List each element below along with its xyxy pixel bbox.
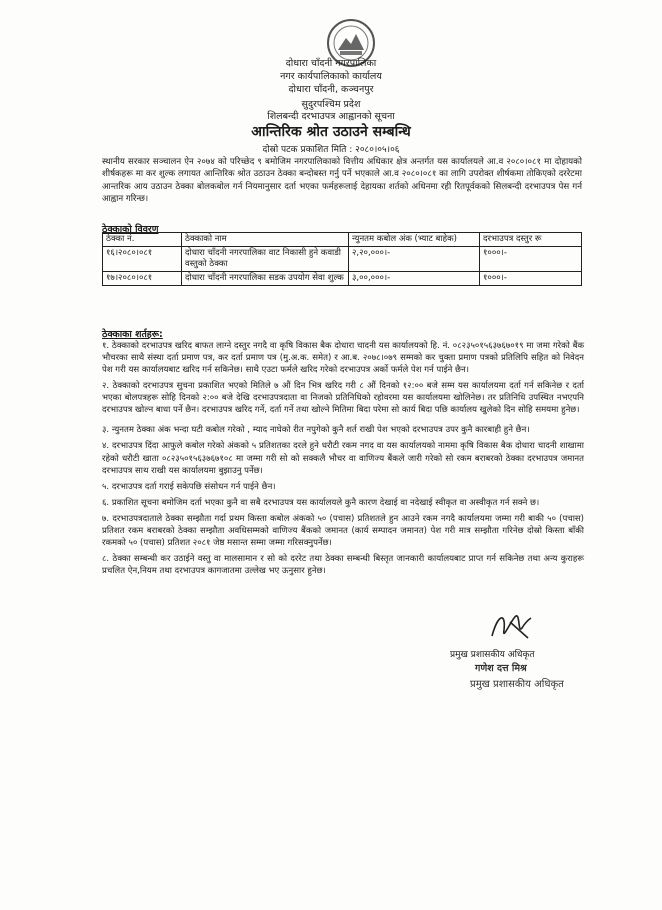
term-item: ५. दरभाउपत्र दर्ता गराई सकेपछि संसोधन गर्न पाईने छैन। xyxy=(102,481,276,492)
province-name: सुदुरपश्चिम प्रदेश xyxy=(301,99,361,110)
notice-type: शिलबन्दी दरभाउपत्र आह्वानको सूचना xyxy=(267,111,395,122)
table-cell: २,२०,०००।- xyxy=(349,247,480,272)
table-cell: ३,००,०००।- xyxy=(349,272,480,286)
term-item: १. ठेक्काको दरभाउपत्र खरिद बाफत लाग्ने दस्तुर नगदै वा कृषि विकास बैक दोधारा चादनी यस कार्यालयको हि. नं. ०८२३५०१५६३७६७०१९ मा जमा गरेको बैंक भौचरका साथै संस्था दर्ता प्रमाण पत्र, कर दर्ता प्रमाण पत्र (मु.अ.क. समेत) र आ.ब. २०७८।०७९ सम्मको कर चुक्ता प्रमाण पत्रको प्रतिलिपि सहित को निवेदन पेश गरी यस कार्यालयबाट खरिद गर्न सकिनेछ। साथै एउटा फर्मले खरिद गरेको दरभाउपत्र अर्को फर्मले पेश गर्न पाईने छैन। xyxy=(102,341,584,376)
term-item: ८. ठेक्का सम्बन्धी कर उठाईने वस्तु वा मालसामान र सो को दररेट तथा ठेक्का सम्बन्धी बिस्तृत जानकारी कार्यालयबाट प्राप्त गर्न सकिनेछ तथा अन्य कुराहरू प्रचलित ऐन,नियम तथा दरभाउपत्र कागजातमा उल्लेख भए ऊनुसार हुनेछ। xyxy=(102,553,584,576)
officer-stamp-title: प्रमुख प्रशासकीय अधिकृत xyxy=(470,679,564,690)
table-row xyxy=(103,247,582,272)
publish-date: दोस्रो पटक प्रकाशित मिति : २०८०।०५।०६ xyxy=(262,145,400,155)
table-cell: १०००।- xyxy=(480,247,582,272)
table-cell: दोधारा चाँदनी नगरपालिका वाट निकासी हुने कवाडी वस्तुको ठेक्का xyxy=(182,247,349,272)
col-min-bid: न्युनतम कबोल अंक (भ्याट बाहेक) xyxy=(349,233,480,247)
municipality-name: दोधारा चाँदनी नगरपालिका xyxy=(285,58,377,69)
officer-stamp-name: गणेश दत्त मिश्र xyxy=(475,663,527,674)
term-item: ७. दरभाउपत्रदाताले ठेक्का सम्झौता गर्दा प्रथम किस्ता कबोल अंकको ५० (पचास) प्रतिशतले हुन आउने रकम नगदै कार्यालयमा जम्मा गरी बाकी ५० (पचास) प्रतिशत रकम बराबरको ठेक्का सम्झौता अवधिसम्मको वाणिज्य बैंकको जमानत (कार्य सम्पादन जमानत) पेश गरी मात्र सम्झौता गरिनेछ दोस्रो किस्ता बाँकी रकमको ५० (पचास) प्रतिशत २०८१ जेष्ठ मसान्त सम्मा जम्मा गरिसक्नुपर्नेछ। xyxy=(102,513,584,548)
notice-title: आन्तिरिक श्रोत उठाउने सम्बन्धि xyxy=(251,124,411,140)
officer-title: प्रमुख प्रशासकीय अधिकृत xyxy=(450,650,535,660)
contract-table xyxy=(102,232,582,286)
signature-icon xyxy=(488,608,534,644)
col-contract-name: ठेक्काको नाम xyxy=(182,233,349,247)
terms-list xyxy=(102,340,584,581)
table-cell: १०००।- xyxy=(480,272,582,286)
term-item: ६. प्रकाशित सूचना बमोजिम दर्ता भएका कुनै वा सबै दरभाउपत्र यस कार्यालयले कुनै कारण देखाई वा नदेखाई स्वीकृत वा अस्वीकृत गर्न सक्ने छ। xyxy=(102,497,540,508)
term-item: २. ठेक्काको दरभाउपत्र सुचना प्रकाशित भएको मितिले ७ औं दिन भित्र खरिद गरी ८ औं दिनको १२:०० बजे सम्म यस कार्यालयमा दर्ता गर्न सकिनेछ र दर्ता भएका बोलपत्रहरू सोहि दिनको २:०० बजे देखि दरभाउपत्रदाता वा निजको प्रतिनिधिको रहोवरमा यस कार्यालयमा खोलिनेछ। तर प्रतिनिधि उपस्थित नभएपनि दरभाउपत्र खोल्न बाधा पर्ने छैन। दरभाउपत्र खरिद गर्ने, दर्ता गर्ने तथा खोल्ने मितिमा बिदा परेमा सो कार्य बिदा पछि कार्यालय खुलेको दिन सोहि समयमा हुनेछ। xyxy=(102,381,584,416)
term-item: ४. दरभाउपत्र दिंदा आफुले कबोल गरेको अंकको ५ प्रतिशतका दरले हुने धरौटी रकम नगद वा यस कार्यालयको नाममा कृषि विकास बैक दोधारा चादनी शाखामा रहेको धरौटी खाता ०८२३५०१५६३७६७१०८ मा जम्मा गरी सो को सक्कलै भौचर वा वाणिज्य बैंकले जारी गरेको सो रकम बराबरको ठेक्का दरभाउपत्र जमानत दरभाउपत्र साथ राखी यस कार्यालयमा बुझाउनु पर्नेछ। xyxy=(102,441,584,476)
table-heading: ठेक्काको विवरण xyxy=(102,224,159,235)
term-item: ३. न्युनतम ठेक्का अंक भन्दा घटी कबोल गरेको , म्याद नाघेको रीत नपुगेको कुनै शर्त राखी पेश भएको दरभाउपत्र उपर कुनै कारबाही हुने छैन। xyxy=(102,425,530,436)
table-row xyxy=(103,272,582,286)
office-address: दोधारा चाँदनी, कञ्चनपुर xyxy=(288,84,374,95)
table-header-row xyxy=(103,233,582,247)
terms-heading: ठेक्काका शर्तहरू: xyxy=(102,329,163,340)
intro-paragraph: स्थानीय सरकार सञ्चालन ऐन २०७४ को परिच्छेद ९ बमोजिम नगरपालिकाको वित्तीय अधिकार क्षेत्र अन्तर्गत यस कार्यालयले आ.व २०८०।०८१ मा दोहायको शीर्षकहरू मा कर शुल्क लगायत आन्तिरिक श्रोत उठाउन ठेक्का बन्दोबस्त गर्नु पर्ने भएकाले आ.व २०८०।०८१ का लागि उपरोक्त शीर्षकमा तोकिएको दररेटमा आन्तरिक आय उठाउन ठेक्का बोलकबोल गर्न नियमानुसार दर्ता भएका फर्महरूलाई देहायका शर्तको अधिनमा रही रितपूर्वकको सिलबन्दी दरभाउपत्र पेस गर्न आह्वान गरिन्छ। xyxy=(102,157,582,205)
col-contract-no: ठेक्का नं. xyxy=(103,233,182,247)
table-cell: १७।२०८०।०८१ xyxy=(103,272,182,286)
col-fee: दरभाउपत्र दस्तुर रू xyxy=(480,233,582,247)
office-name: नगर कार्यपालिकाको कार्यालय xyxy=(280,71,382,82)
table-cell: दोधारा चाँदनी नगरपालिका सडक उपयोग सेवा शुल्क xyxy=(182,272,349,286)
table-cell: १६।२०८०।०८१ xyxy=(103,247,182,272)
